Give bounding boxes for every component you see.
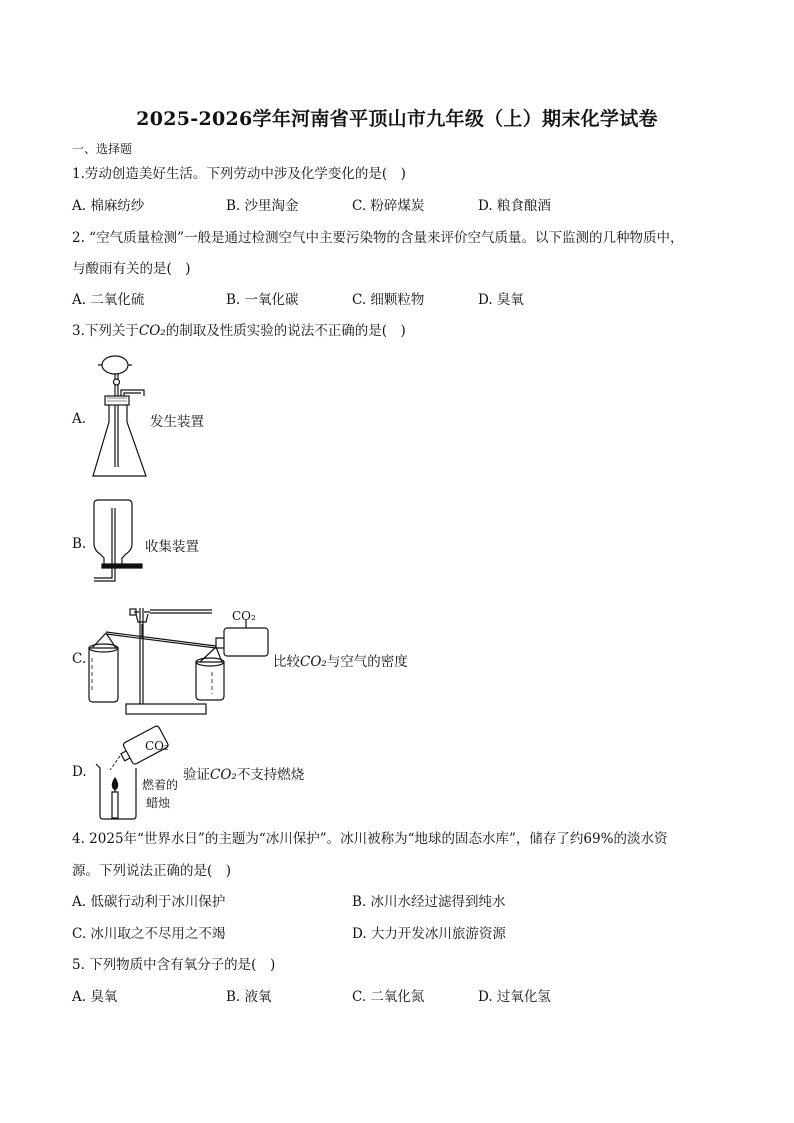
question-5-option-d[interactable]: D. 过氧化氢 xyxy=(478,989,551,1005)
density-comparison-caption xyxy=(273,650,408,670)
question-2-option-c[interactable]: C. 细颗粒物 xyxy=(352,292,425,308)
question-2-option-d[interactable]: D. 臭氧 xyxy=(478,292,524,308)
question-5-option-b[interactable]: B. 液氧 xyxy=(226,989,272,1005)
question-3-option-c-letter[interactable]: C. xyxy=(72,651,87,667)
collection-apparatus-figure xyxy=(88,498,148,586)
question-1-option-b[interactable]: B. 沙里淘金 xyxy=(226,198,299,214)
question-1-stem: 1.劳动创造美好生活。下列劳动中涉及化学变化的是( ) xyxy=(72,166,406,182)
question-3-option-b-letter[interactable]: B. xyxy=(72,536,87,552)
co2-bottle-label: CO₂ xyxy=(232,609,256,623)
co2-formula: CO₂ xyxy=(210,767,237,783)
question-4-option-c[interactable]: C. 冰川取之不尽用之不竭 xyxy=(72,926,226,942)
generation-apparatus-caption: 发生装置 xyxy=(150,414,204,430)
question-5-stem: 5. 下列物质中含有氧分子的是( ) xyxy=(72,957,276,973)
page-title: 2025-2026学年河南省平顶山市九年级（上）期末化学试卷 xyxy=(136,108,658,130)
caption-pre: 比较 xyxy=(273,654,300,670)
co2-formula: CO₂ xyxy=(300,654,327,670)
collection-apparatus-caption: 收集装置 xyxy=(145,539,199,555)
question-5-option-a[interactable]: A. 臭氧 xyxy=(72,989,118,1005)
candle-label-line-2: 蜡烛 xyxy=(146,796,171,810)
question-4-stem-line-1: 4. 2025年“世界水日”的主题为“冰川保护”。冰川被称为“地球的固态水库”，储存了约69%的淡水资 xyxy=(72,831,668,847)
question-2-stem-line-1: 2. “空气质量检测”一般是通过检测空气中主要污染物的含量来评价空气质量。以下监测的几种物质中， xyxy=(72,230,684,246)
candle-label-line-1: 燃着的 xyxy=(142,778,179,792)
caption-post: 不支持燃烧 xyxy=(236,767,305,783)
question-3-stem xyxy=(72,322,406,340)
question-4-option-b[interactable]: B. 冰川水经过滤得到纯水 xyxy=(352,894,506,910)
question-2-stem-line-2: 与酸雨有关的是( ) xyxy=(72,261,191,277)
question-4-stem-line-2: 源。下列说法正确的是( ) xyxy=(72,863,232,879)
section-heading: 一、选择题 xyxy=(72,142,133,156)
question-1-option-d[interactable]: D. 粮食酿酒 xyxy=(478,198,551,214)
caption-post: 与空气的密度 xyxy=(326,654,408,670)
candle-test-caption xyxy=(183,763,304,783)
question-2-option-b[interactable]: B. 一氧化碳 xyxy=(226,292,299,308)
co2-bottle-label-d: CO₂ xyxy=(145,739,169,753)
question-3-stem-post: 的制取及性质实验的说法不正确的是( ) xyxy=(165,323,406,339)
caption-pre: 验证 xyxy=(183,767,210,783)
question-1-option-a[interactable]: A. 棉麻纺纱 xyxy=(72,198,145,214)
co2-formula: CO₂ xyxy=(138,323,166,339)
question-5-option-c[interactable]: C. 二氧化氮 xyxy=(352,989,425,1005)
question-2-option-a[interactable]: A. 二氧化硫 xyxy=(72,292,145,308)
question-4-option-d[interactable]: D. 大力开发冰川旅游资源 xyxy=(352,926,506,942)
question-3-option-d-letter[interactable]: D. xyxy=(72,764,87,780)
question-4-option-a[interactable]: A. 低碳行动利于冰川保护 xyxy=(72,894,226,910)
question-3-option-a-letter[interactable]: A. xyxy=(72,411,87,427)
question-3-stem-pre: 3.下列关于 xyxy=(72,323,139,339)
question-1-option-c[interactable]: C. 粉碎煤炭 xyxy=(352,198,425,214)
